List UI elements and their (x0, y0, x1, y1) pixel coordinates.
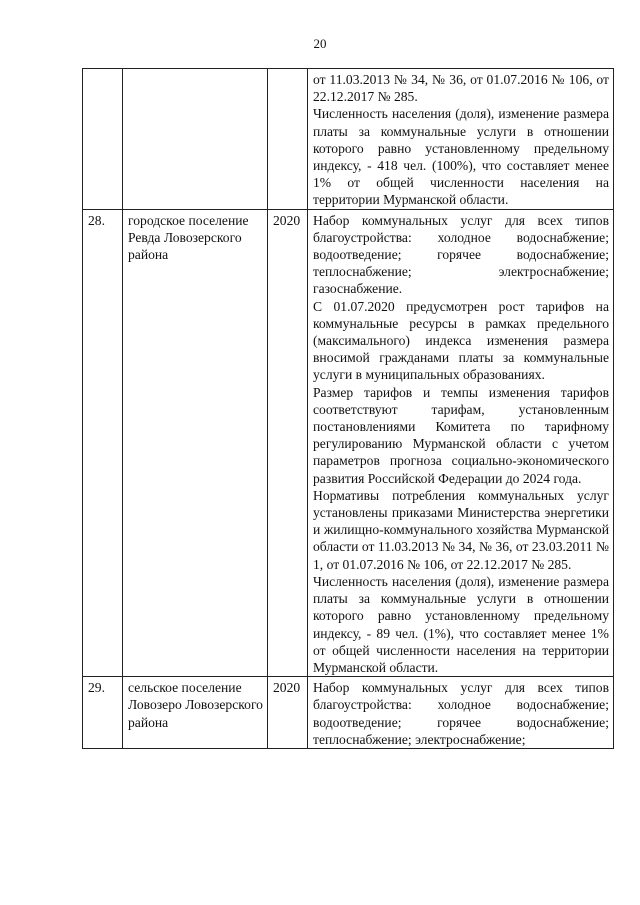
description-paragraph: Нормативы потребления коммунальных услуг установлены приказами Министерства энергетики и жилищно-коммунального хозяйства Мурманской области от 11.03.2013 № 34, № 36, от 23.03.2011 № 1, от 01.07.2016 № 106, от 22.12.2017 № 285. (313, 487, 609, 572)
page-number: 20 (313, 36, 327, 51)
description-paragraph: С 01.07.2020 предусмотрен рост тарифов на коммунальные ресурсы в рамках предельного (максимального) индекса изменения размера вносимой гражданами платы за коммунальные услуги в муниципальных образованиях. (313, 298, 609, 383)
municipality-name: городское поселение Ревда Ловозерского района (123, 209, 268, 676)
municipality-name (123, 69, 268, 210)
description-paragraph: Численность населения (доля), изменение размера платы за коммунальные услуги в отношении которого равно установленному предельному индексу, - 418 чел. (100%), что составляет менее 1% от общей численности населения на территории Мурманской области. (313, 106, 609, 208)
row-number: 28. (83, 209, 123, 676)
description-cell (308, 677, 614, 749)
table-row (83, 677, 614, 749)
description-paragraph: Набор коммунальных услуг для всех типов благоустройства: холодное водоснабжение; водоотведение; горячее водоснабжение; теплоснабжение; электроснабжение; (313, 680, 609, 747)
row-number (83, 69, 123, 210)
description-cell (308, 69, 614, 210)
row-year (268, 69, 308, 210)
table-row (83, 209, 614, 676)
row-year: 2020 (268, 677, 308, 749)
table-row (83, 69, 614, 210)
description-paragraph: Размер тарифов и темпы изменения тарифов соответствуют тарифам, установленным постановлениями Комитета по тарифному регулированию Мурманской области с учетом параметров прогноза социально-экономического развития Российской Федерации до 2024 года. (313, 384, 609, 486)
description-paragraph: Набор коммунальных услуг для всех типов благоустройства: холодное водоснабжение; водоотведение; горячее водоснабжение; теплоснабжение; электроснабжение; газоснабжение. (313, 212, 609, 297)
row-number: 29. (83, 677, 123, 749)
row-year: 2020 (268, 209, 308, 676)
description-paragraph: от 11.03.2013 № 34, № 36, от 01.07.2016 № 106, от 22.12.2017 № 285. (313, 72, 609, 105)
description-paragraph: Численность населения (доля), изменение размера платы за коммунальные услуги в отношении которого равно установленному предельному индексу, - 89 чел. (1%), что составляет менее 1% от общей численности населения на территории Мурманской области. (313, 573, 609, 675)
tariff-table (82, 68, 614, 749)
municipality-name: сельское поселение Ловозеро Ловозерского района (123, 677, 268, 749)
description-cell (308, 209, 614, 676)
